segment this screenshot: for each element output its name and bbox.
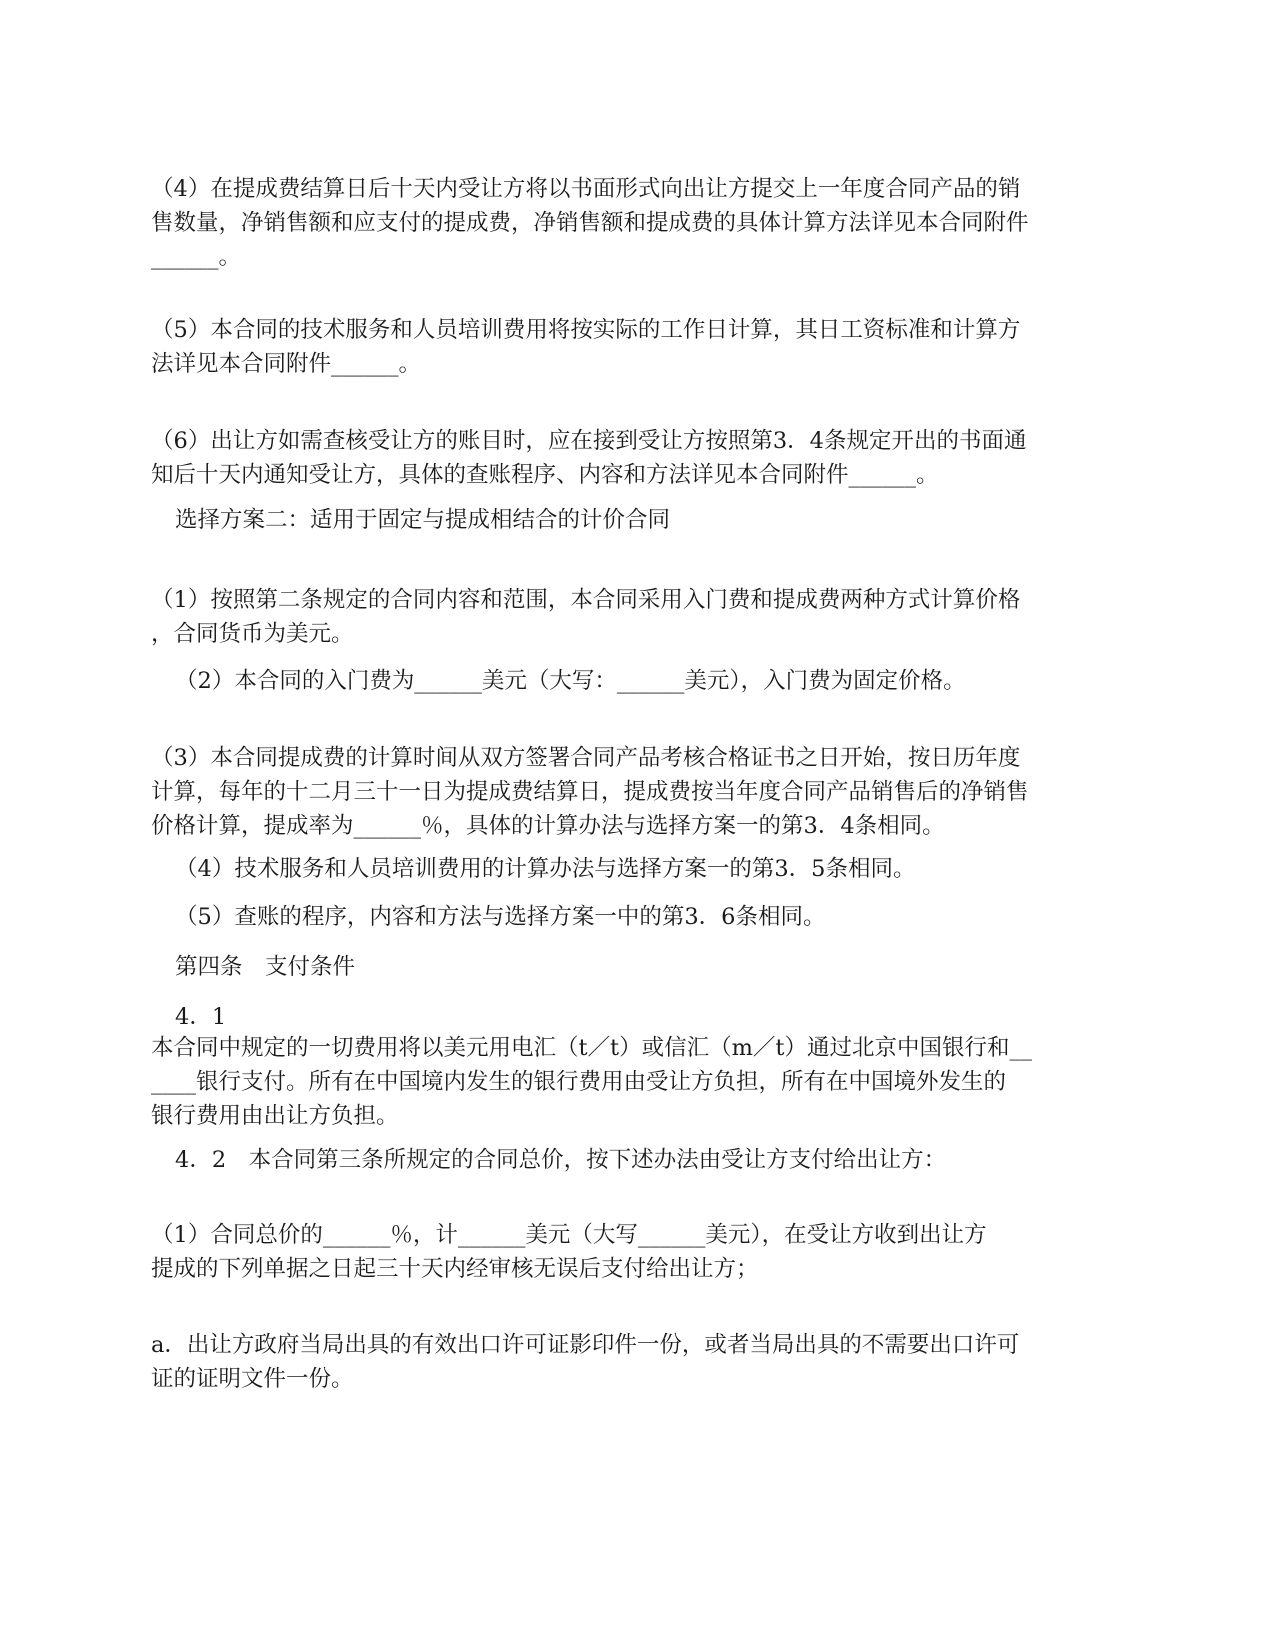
paragraph-option2-2 <box>175 664 1155 698</box>
text-line: （6）出让方如需查核受让方的账目时，应在接到受让方按照第3．4条规定开出的书面通 <box>151 428 1027 454</box>
text-line: 知后十天内通知受让方，具体的查账程序、内容和方法详见本合同附件______。 <box>151 462 939 488</box>
article-four-heading <box>175 950 1155 984</box>
text-line: ，合同货币为美元。 <box>151 621 354 647</box>
paragraph-option2-3 <box>151 741 1131 843</box>
text-line: 提成的下列单据之日起三十天内经审核无误后支付给出让方； <box>151 1256 759 1282</box>
paragraph-clause-4-2-1 <box>151 1218 1131 1286</box>
paragraph-clause-3-5 <box>151 313 1131 381</box>
text-line: 本合同中规定的一切费用将以美元用电汇（t／t）或信汇（m／t）通过北京中国银行和__ <box>151 1035 1032 1061</box>
text-line: a．出让方政府当局出具的有效出口许可证影印件一份，或者当局出具的不需要出口许可 <box>151 1332 1020 1358</box>
text-line: （1）按照第二条规定的合同内容和范围，本合同采用入门费和提成费两种方式计算价格 <box>151 587 1021 613</box>
text-line: （1）合同总价的______％，计______美元（大写______美元），在受让方收到出让方 <box>151 1222 987 1248</box>
text-line: 证的证明文件一份。 <box>151 1366 354 1392</box>
text-line: 4．2 本合同第三条所规定的合同总价，按下述办法由受让方支付给出让方： <box>175 1147 947 1173</box>
paragraph-clause-4-2-a <box>151 1328 1131 1396</box>
paragraph-option2-5 <box>175 900 1155 934</box>
text-line: （4）在提成费结算日后十天内受让方将以书面形式向出让方提交上一年度合同产品的销 <box>151 176 1021 202</box>
text-line: ____银行支付。所有在中国境内发生的银行费用由受让方负担，所有在中国境外发生的 <box>151 1069 1007 1095</box>
text-line: 银行费用由出让方负担。 <box>151 1103 399 1129</box>
text-line: 价格计算，提成率为______％，具体的计算办法与选择方案一的第3．4条相同。 <box>151 813 945 839</box>
text-line: （2）本合同的入门费为______美元（大写：______美元），入门费为固定价格。 <box>175 668 966 694</box>
clause-4-1-number <box>175 1000 1155 1034</box>
paragraph-clause-3-4 <box>151 172 1131 274</box>
text-line: ______。 <box>151 244 242 270</box>
paragraph-clause-4-1 <box>151 1031 1131 1133</box>
text-line: 法详见本合同附件______。 <box>151 351 422 377</box>
text-line: 选择方案二：适用于固定与提成相结合的计价合同 <box>175 507 671 533</box>
text-line: （4）技术服务和人员培训费用的计算办法与选择方案一的第3．5条相同。 <box>175 856 916 882</box>
paragraph-option2-4 <box>175 852 1155 886</box>
text-line: （5）本合同的技术服务和人员培训费用将按实际的工作日计算，其日工资标准和计算方 <box>151 317 1021 343</box>
option-two-heading <box>175 503 1155 537</box>
text-line: 售数量，净销售额和应支付的提成费，净销售额和提成费的具体计算方法详见本合同附件 <box>151 210 1029 236</box>
text-line: 第四条 支付条件 <box>175 954 356 980</box>
paragraph-clause-3-6 <box>151 424 1131 492</box>
text-line: 4．1 <box>175 1004 227 1030</box>
text-line: （5）查账的程序，内容和方法与选择方案一中的第3．6条相同。 <box>175 904 826 930</box>
text-line: （3）本合同提成费的计算时间从双方签署合同产品考核合格证书之日开始，按日历年度 <box>151 745 1021 771</box>
paragraph-clause-4-2 <box>175 1143 1155 1177</box>
paragraph-option2-1 <box>151 583 1131 651</box>
text-line: 计算，每年的十二月三十一日为提成费结算日，提成费按当年度合同产品销售后的净销售 <box>151 779 1029 805</box>
